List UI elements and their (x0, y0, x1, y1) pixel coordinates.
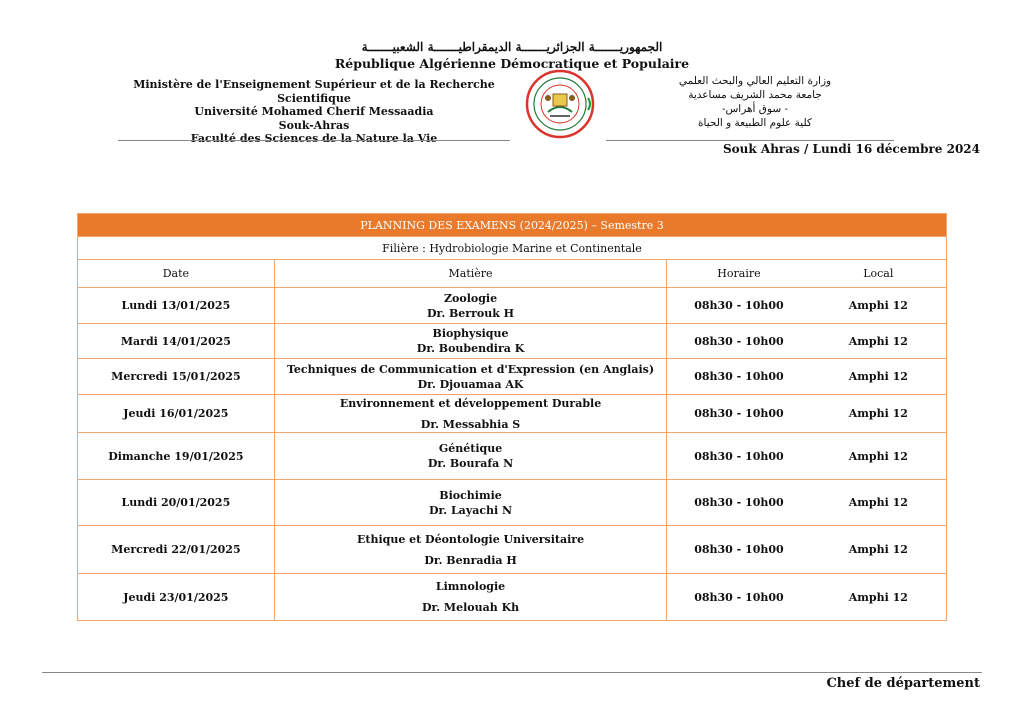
exam-subject-cell (274, 288, 667, 324)
exam-teacher: Dr. Berrouk H (427, 306, 515, 320)
exam-time: 08h30 - 10h00 (667, 395, 811, 433)
exam-time: 08h30 - 10h00 (667, 288, 811, 324)
table-banner-row (78, 214, 947, 237)
exam-time: 08h30 - 10h00 (667, 359, 811, 395)
exam-subject: Ethique et Déontologie Universitaire (356, 532, 585, 546)
exam-date: Jeudi 23/01/2025 (78, 574, 275, 621)
exam-subject-cell (274, 574, 667, 621)
document-date: Souk Ahras / Lundi 16 décembre 2024 (723, 142, 980, 156)
exam-subject: Biophysique (432, 327, 509, 340)
filiere-row (78, 237, 947, 260)
arabic-republic-title: الجمهوريـــــــة الجزائريـــــــة الديمقراطيـــــــة الشعبيـــــــة (361, 40, 663, 54)
exam-room: Amphi 12 (811, 433, 947, 480)
table-row (78, 526, 947, 574)
footer-rule (42, 672, 982, 673)
french-republic-title: République Algérienne Démocratique et Populaire (334, 56, 690, 71)
exam-teacher: Dr. Layachi N (428, 503, 513, 517)
table-row (78, 433, 947, 480)
exam-time: 08h30 - 10h00 (667, 324, 811, 359)
exam-subject: Techniques de Communication et d'Expression (en Anglais) (286, 362, 655, 376)
column-header-date: Date (78, 260, 275, 288)
exam-room: Amphi 12 (811, 359, 947, 395)
exam-date: Lundi 13/01/2025 (78, 288, 275, 324)
university-line-ar: جامعة محمد الشريف مساعدية (688, 89, 822, 101)
exam-time: 08h30 - 10h00 (667, 574, 811, 621)
exam-room: Amphi 12 (811, 324, 947, 359)
exam-subject: Environnement et développement Durable (339, 396, 602, 410)
exam-subject-cell (274, 324, 667, 359)
exam-date: Mardi 14/01/2025 (78, 324, 275, 359)
exam-room: Amphi 12 (811, 288, 947, 324)
exam-date: Dimanche 19/01/2025 (78, 433, 275, 480)
exam-teacher: Dr. Benradia H (424, 553, 517, 567)
exam-room: Amphi 12 (811, 574, 947, 621)
filiere-label: Filière : Hydrobiologie Marine et Continentale (78, 237, 947, 260)
university-logo (520, 68, 600, 140)
faculty-line: Faculté des Sciences de la Nature la Vie (190, 132, 438, 145)
exam-subject-cell (274, 480, 667, 526)
university-line: Université Mohamed Cherif Messaadia (194, 105, 434, 118)
exam-date: Mercredi 15/01/2025 (78, 359, 275, 395)
exam-subject: Zoologie (443, 291, 498, 305)
city-line-ar: - سوق أهراس- (721, 103, 789, 115)
exam-subject: Biochimie (439, 488, 502, 502)
exam-subject-cell (274, 395, 667, 433)
exam-subject-cell (274, 433, 667, 480)
city-line: Souk-Ahras (278, 118, 350, 132)
column-header-horaire: Horaire (667, 260, 811, 288)
column-header-local: Local (811, 260, 947, 288)
exam-teacher: Dr. Boubendira K (416, 342, 525, 355)
faculty-line-ar: كلية علوم الطبيعة و الحياة (698, 117, 812, 129)
table-row (78, 288, 947, 324)
table-row (78, 574, 947, 621)
exam-subject: Limnologie (435, 580, 506, 593)
exam-room: Amphi 12 (811, 526, 947, 574)
exam-teacher: Dr. Melouah Kh (421, 601, 520, 614)
exam-subject-cell (274, 359, 667, 395)
exam-room: Amphi 12 (811, 480, 947, 526)
exam-date: Mercredi 22/01/2025 (78, 526, 275, 574)
exam-time: 08h30 - 10h00 (667, 433, 811, 480)
exam-teacher: Dr. Bourafa N (427, 457, 514, 470)
table-row (78, 480, 947, 526)
table-row (78, 359, 947, 395)
exam-date: Lundi 20/01/2025 (78, 480, 275, 526)
institution-header-ar (620, 74, 890, 130)
exam-subject: Génétique (438, 442, 503, 455)
ministry-line-ar: وزارة التعليم العالي والبحث العلمي (678, 75, 832, 87)
exam-date: Jeudi 16/01/2025 (78, 395, 275, 433)
table-row (78, 395, 947, 433)
exam-time: 08h30 - 10h00 (667, 526, 811, 574)
planning-title: PLANNING DES EXAMENS (2024/2025) – Semestre 3 (78, 214, 947, 237)
exam-subject-cell (274, 526, 667, 574)
exam-time: 08h30 - 10h00 (667, 480, 811, 526)
department-head-signature: Chef de département (826, 676, 980, 691)
institution-header-fr (118, 78, 510, 146)
column-header-row (78, 260, 947, 288)
exam-teacher: Dr. Messabhia S (420, 417, 521, 431)
exam-schedule-table (77, 213, 947, 621)
column-header-matiere: Matière (274, 260, 667, 288)
header-rule-left (118, 140, 510, 141)
ministry-line: Ministère de l'Enseignement Supérieur et de la Recherche Scientifique (133, 78, 495, 105)
exam-teacher: Dr. Djouamaa AK (417, 377, 524, 391)
table-row (78, 324, 947, 359)
exam-room: Amphi 12 (811, 395, 947, 433)
header-rule-right (606, 140, 894, 141)
